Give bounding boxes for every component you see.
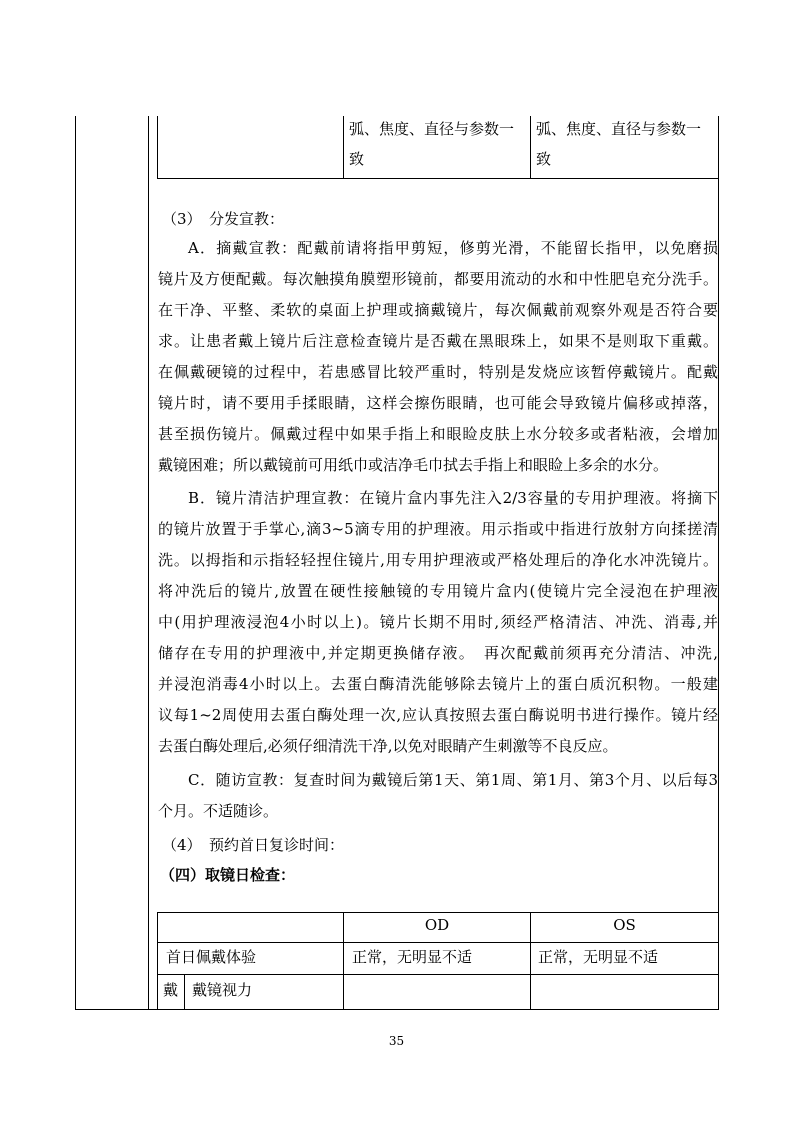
paragraph-c-line: 个月。不适随诊。 (158, 802, 279, 820)
top-table-od-value: 弧、焦度、直径与参数一 致 (349, 120, 515, 168)
paragraph-a-line: 镜片时，请不要用手揉眼睛，这样会擦伤眼睛，也可能会导致镜片偏移或掉落， (158, 394, 718, 412)
paragraph-c-followup-education (158, 765, 718, 827)
top-table-bottom-border (157, 178, 719, 179)
bottom-table-row1-os: 正常，无明显不适 (538, 948, 659, 966)
paragraph-c-line: C．随访宣教：复查时间为戴镜后第1天、第1周、第1月、第3个月、以后每3 (188, 771, 718, 789)
top-table-os-value: 弧、焦度、直径与参数一 致 (536, 120, 702, 168)
paragraph-b-line: 洗。以拇指和示指轻轻捏住镜片,用专用护理液或严格处理后的净化水冲洗镜片。 (158, 551, 718, 569)
bottom-table-row1-label: 首日佩戴体验 (166, 948, 257, 966)
section-4-heading: （4） 预约首日复诊时间： (162, 836, 345, 854)
bottom-table-row2-group: 戴 (163, 981, 179, 999)
section-3-heading: （3） 分发宣教： (162, 210, 285, 228)
bottom-table-row1-od: 正常，无明显不适 (352, 948, 473, 966)
bottom-table-row2-label: 戴镜视力 (192, 981, 253, 999)
page-number: 35 (388, 1034, 405, 1048)
top-table-divider-1 (343, 116, 344, 178)
paragraph-b-cleaning-education (158, 483, 718, 762)
bottom-table-left-border (157, 912, 158, 1009)
bottom-table-col-os: OS (613, 916, 636, 934)
paragraph-a-line: 求。让患者戴上镜片后注意检查镜片是否戴在黑眼珠上，如果不是则取下重戴。 (158, 332, 718, 350)
paragraph-b-line: 议每1~2周使用去蛋白酶处理一次,应认真按照去蛋白酶说明书进行操作。镜片经 (158, 706, 718, 724)
top-table-divider-2 (530, 116, 531, 178)
outer-left-border (75, 116, 76, 1009)
paragraph-b-line: 将冲洗后的镜片,放置在硬性接触镜的专用镜片盒内(使镜片完全浸泡在护理液 (158, 582, 718, 600)
paragraph-a-line: 在佩戴硬镜的过程中，若患感冒比较严重时，特别是发烧应该暂停戴镜片。配戴 (158, 363, 718, 381)
paragraph-b-line: 的镜片放置于手掌心,滴3~5滴专用的护理液。用示指或中指进行放射方向揉搓清 (158, 520, 718, 538)
top-table-left-border (157, 116, 158, 178)
paragraph-b-line: 并浸泡消毒4小时以上。去蛋白酶清洗能够除去镜片上的蛋白质沉积物。一般建 (158, 675, 718, 693)
bottom-table-col-od: OD (424, 916, 450, 934)
paragraph-b-line: 储存在专用的护理液中,并定期更换储存液。 再次配戴前须再充分清洁、冲洗, (158, 644, 718, 662)
paragraph-a-line: 镜片及方便配戴。每次触摸角膜塑形镜前，都要用流动的水和中性肥皂充分洗手。 (158, 270, 718, 288)
outer-divider (148, 116, 149, 1009)
pickup-check-heading: （四）取镜日检查： (160, 866, 296, 884)
paragraph-b-line: B．镜片清洁护理宣教：在镜片盒内事先注入2/3容量的专用护理液。将摘下 (188, 489, 718, 507)
paragraph-a-line: A．摘戴宣教：配戴前请将指甲剪短，修剪光滑，不能留长指甲，以免磨损 (188, 239, 718, 257)
outer-bottom-border (75, 1009, 719, 1010)
paragraph-a-line: 甚至损伤镜片。佩戴过程中如果手指上和眼睑皮肤上水分较多或者粘液，会增加 (158, 425, 718, 443)
paragraph-a-line: 在干净、平整、柔软的桌面上护理或摘戴镜片，每次佩戴前观察外观是否符合要 (158, 301, 718, 319)
paragraph-a-wearing-education (158, 233, 718, 481)
paragraph-b-line: 中(用护理液浸泡4小时以上)。镜片长期不用时,须经严格清洁、冲洗、消毒,并 (158, 613, 718, 631)
paragraph-a-line: 戴镜困难；所以戴镜前可用纸巾或洁净毛巾拭去手指上和眼睑上多余的水分。 (158, 456, 669, 474)
outer-right-border (718, 116, 719, 1009)
bottom-table-group-divider (184, 974, 185, 1009)
paragraph-b-line: 去蛋白酶处理后,必须仔细清洗干净,以免对眼睛产生刺激等不良反应。 (158, 737, 618, 755)
